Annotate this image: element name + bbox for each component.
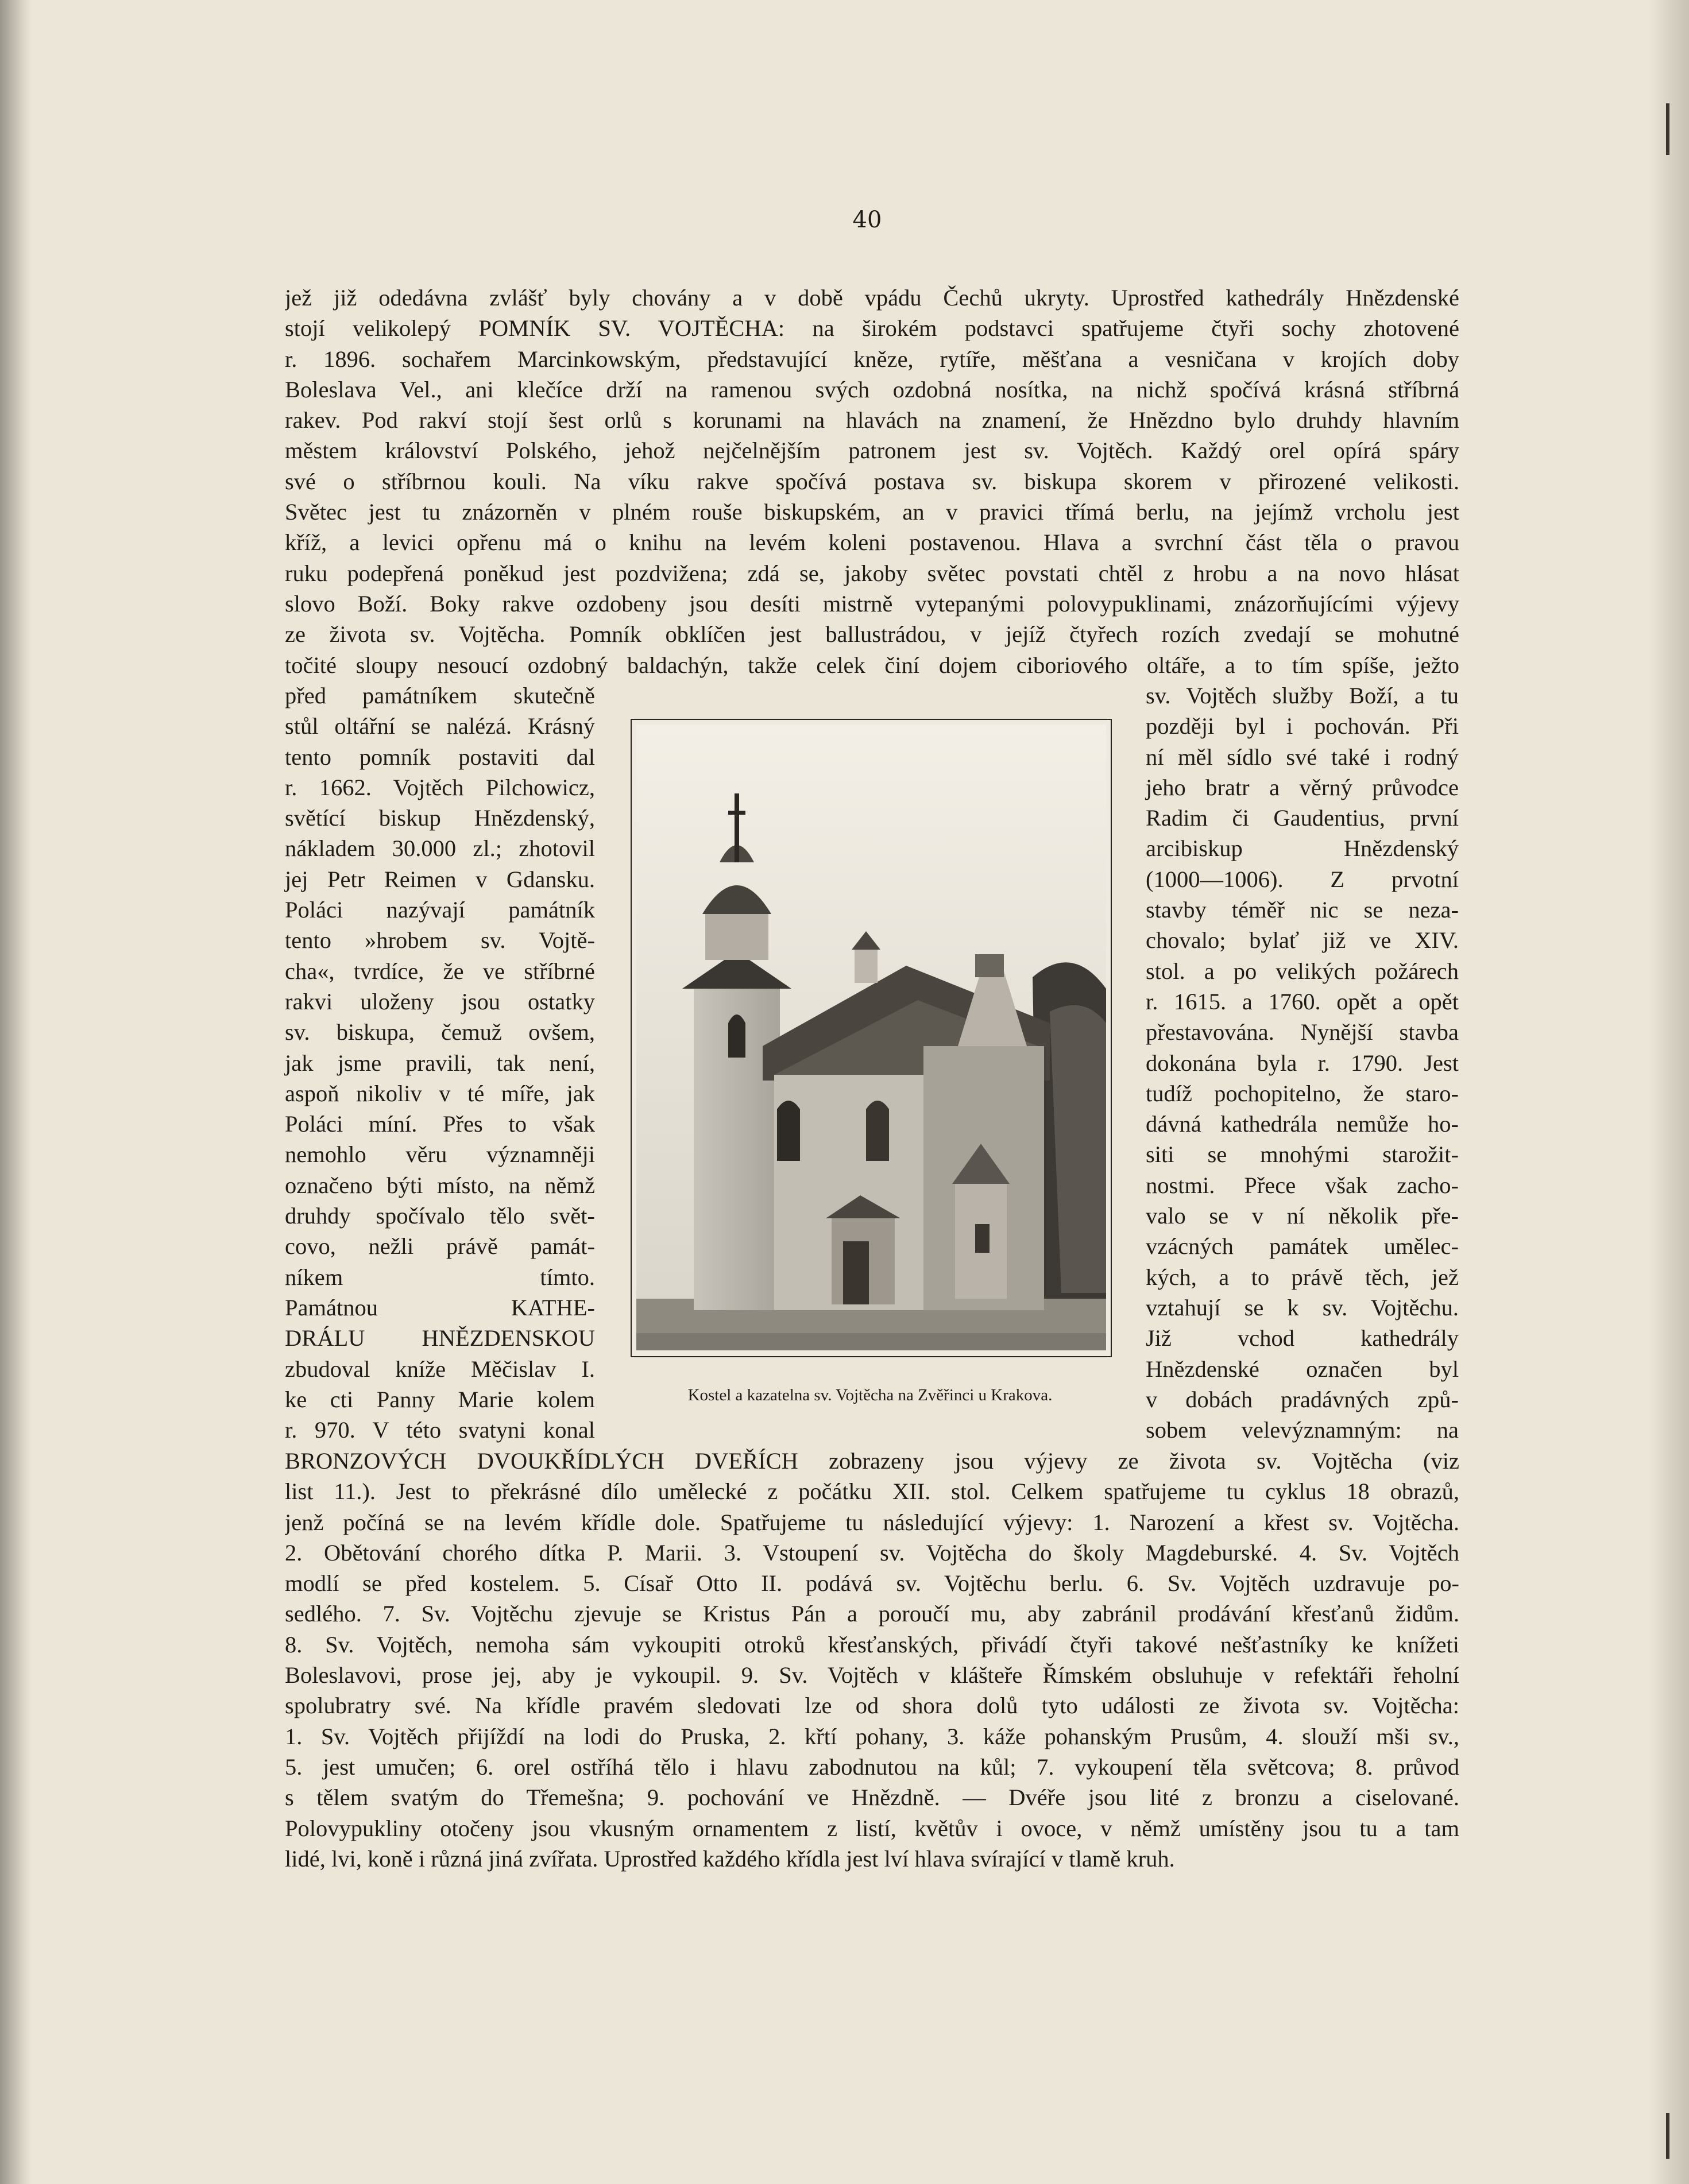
right-column <box>1146 680 1459 1445</box>
text-line: ní měl sídlo své také i rodný <box>1146 744 1459 770</box>
text-line: Boleslavovi, prose jej, aby je vykoupil. 9. Sv. Vojtěch v klášteře Římském obsluhuje v refektáři řeholní <box>285 1662 1459 1689</box>
text-line: kříž, a levici opřenu má o knihu na levém koleni postavenou. Hlava a svrchní část těla o pravou <box>285 529 1459 556</box>
text-line: (1000—1006). Z prvotní <box>1146 866 1459 892</box>
text-line: točité sloupy nesoucí ozdobný baldachýn, takže celek činí dojem ciboriového oltáře, a to tím spíše, ježto <box>285 652 1459 678</box>
text-line: r. 1662. Vojtěch Pilchowicz, <box>285 774 595 800</box>
top-paragraph <box>285 282 1459 680</box>
text-line: jej Petr Reimen v Gdansku. <box>285 866 595 892</box>
text-line: jenž počíná se na levém křídle dole. Spatřujeme tu následující výjevy: 1. Narození a křest sv. Vojtěcha. <box>285 1509 1459 1535</box>
text-line: list 11.). Jest to překrásné dílo umělecké z počátku XII. stol. Celkem spatřujeme tu cyklus 18 obrazů, <box>285 1478 1459 1505</box>
text-line: valo se v ní několik pře- <box>1146 1203 1459 1229</box>
text-line: sobem velevýznamným: na <box>1146 1417 1459 1443</box>
text-line: dávná kathedrála nemůže ho- <box>1146 1111 1459 1137</box>
text-line: modlí se před kostelem. 5. Císař Otto II. podává sv. Vojtěchu berlu. 6. Sv. Vojtěch uzdravuje po- <box>285 1570 1459 1597</box>
text-line: před památníkem skutečně <box>285 683 595 708</box>
text-line: později byl i pochován. Při <box>1146 713 1459 739</box>
text-line: lidé, lvi, koně i různá jiná zvířata. Uprostřed každého křídla jest lví hlava svírající v tlamě kruh. <box>285 1845 1175 1872</box>
text-line: s tělem svatým do Třemešna; 9. pochování ve Hnězdně. — Dvéře jsou lité z bronzu a ciselované. <box>285 1784 1459 1811</box>
text-line: druhdy spočívalo tělo svět- <box>285 1203 595 1229</box>
church-illustration <box>636 725 1106 1350</box>
text-line: dokonána byla r. 1790. Jest <box>1146 1050 1459 1076</box>
text-line: přestavována. Nynější stavba <box>1146 1019 1459 1045</box>
edge-mark <box>1666 103 1669 155</box>
text-line: své o stříbrnou kouli. Na víku rakve spočívá postava sv. biskupa skorem v přirozené velikosti. <box>285 468 1459 494</box>
text-line: vztahují se k sv. Vojtěchu. <box>1146 1294 1459 1321</box>
binding-gutter <box>0 0 32 2184</box>
text-line: městem království Polského, jehož nejčelnějším patronem jest sv. Vojtěch. Každý orel opírá spáry <box>285 437 1459 464</box>
text-line: chovalo; bylať již ve XIV. <box>1146 927 1459 954</box>
text-line: jež již odedávna zvlášť byly chovány a v době vpádu Čechů ukryty. Uprostřed kathedrály Hnězdenské <box>285 285 1459 311</box>
text-line: sedlého. 7. Sv. Vojtěchu zjevuje se Kristus Pán a poroučí mu, aby zabránil prodávání křesťanů židům. <box>285 1601 1459 1627</box>
text-line: Poláci nazývají památník <box>285 897 595 923</box>
text-line: DRÁLU HNĚZDENSKOU <box>285 1325 595 1352</box>
text-line: kých, a to právě těch, jež <box>1146 1264 1459 1290</box>
text-line: slovo Boží. Boky rakve ozdobeny jsou desíti mistrně vytepanými polovypuklinami, znázorňujícími výjevy <box>285 590 1459 617</box>
text-line: ze života sv. Vojtěcha. Pomník obklíčen jest ballustrádou, v jejíž čtyřech rozích zvedají se mohutné <box>285 621 1459 648</box>
text-line: siti se mnohými starožit- <box>1146 1141 1459 1168</box>
text-line: Světec jest tu znázorněn v plném rouše biskupském, an v pravici třímá berlu, na jejímž vrcholu jest <box>285 499 1459 525</box>
figure-caption: Kostel a kazatelna sv. Vojtěcha na Zvěřinci u Krakova. <box>687 1386 1053 1404</box>
text-line: Radim či Gaudentius, první <box>1146 805 1459 831</box>
page-number: 40 <box>852 207 882 233</box>
text-line: Polovypukliny otočeny jsou vkusným ornamentem z listí, květův i ovoce, v němž umístěny jsou tu a tam <box>285 1815 1459 1841</box>
text-line: Hnězdenské označen byl <box>1146 1356 1459 1382</box>
text-line: Poláci míní. Přes to však <box>285 1111 595 1137</box>
text-line: r. 1615. a 1760. opět a opět <box>1146 988 1459 1014</box>
text-line: sv. Vojtěch služby Boží, a tu <box>1146 683 1459 708</box>
text-line: rakev. Pod rakví stojí šest orlů s korunami na hlavách na znamení, že Hnězdno bylo druhdy hlavním <box>285 407 1459 433</box>
text-line: jak jsme pravili, tak není, <box>285 1050 595 1076</box>
text-line: spolubratry své. Na křídle pravém sledovati lze od shora dolů tyto události ze života sv. Vojtěcha: <box>285 1693 1459 1719</box>
text-line: ke cti Panny Marie kolem <box>285 1386 595 1412</box>
text-line: rakvi uloženy jsou ostatky <box>285 988 595 1014</box>
text-line: stůl oltářní se nalézá. Krásný <box>285 713 595 739</box>
text-line: cha«, tvrdíce, že ve stříbrné <box>285 958 595 984</box>
text-line: ruku podepřená poněkud jest pozdvižena; zdá se, jakoby světec povstati chtěl z hrobu a na novo hlásat <box>285 560 1459 586</box>
text-line: světící biskup Hnězdenský, <box>285 805 595 831</box>
text-line: tudíž pochopitelno, že staro- <box>1146 1080 1459 1106</box>
text-line: covo, nežli právě památ- <box>285 1233 595 1260</box>
text-line: nákladem 30.000 zl.; zhotovil <box>285 835 595 862</box>
text-line: sv. biskupa, čemuž ovšem, <box>285 1019 595 1045</box>
text-line: 2. Obětování chorého dítka P. Marii. 3. Vstoupení sv. Vojtěcha do školy Magdeburské. 4. Sv. Vojtěch <box>285 1539 1459 1566</box>
text-line: BRONZOVÝCH DVOUKŘÍDLÝCH DVEŘÍCH zobrazeny jsou výjevy ze života sv. Vojtěcha (viz <box>285 1448 1459 1474</box>
text-line: r. 1896. sochařem Marcinkowským, představující kněze, rytíře, měšťana a vesničana v krojích doby <box>285 346 1459 372</box>
text-line: stavby téměř nic se neza- <box>1146 897 1459 923</box>
page-edge <box>1649 0 1689 2184</box>
edge-mark <box>1666 2113 1669 2159</box>
text-line: níkem tímto. <box>285 1264 595 1290</box>
text-line: stojí velikolepý POMNÍK SV. VOJTĚCHA: na širokém podstavci spatřujeme čtyři sochy zhotovené <box>285 315 1459 342</box>
text-line: 5. jest umučen; 6. orel ostříhá tělo i hlavu zabodnutou na kůl; 7. vykoupení těla světcova; 8. průvod <box>285 1753 1459 1780</box>
text-line: r. 970. V této svatyni konal <box>285 1417 595 1443</box>
church-photograph <box>631 719 1112 1357</box>
text-line: aspoň nikoliv v té míře, jak <box>285 1080 595 1106</box>
text-line: označeno býti místo, na němž <box>285 1172 595 1198</box>
text-line: arcibiskup Hnězdenský <box>1146 835 1459 862</box>
left-column <box>285 680 595 1445</box>
text-line: jeho bratr a věrný průvodce <box>1146 774 1459 800</box>
text-line: zbudoval kníže Měčislav I. <box>285 1356 595 1382</box>
text-line: Památnou KATHE- <box>285 1294 595 1321</box>
text-line: Již vchod kathedrály <box>1146 1325 1459 1352</box>
text-line: 8. Sv. Vojtěch, nemoha sám vykoupiti otroků křesťanských, přivádí čtyři takové nešťastníky ke knížeti <box>285 1631 1459 1658</box>
bottom-paragraph <box>285 1446 1459 1874</box>
text-line: vzácných památek umělec- <box>1146 1233 1459 1260</box>
text-line: tento »hrobem sv. Vojtě- <box>285 927 595 954</box>
text-line: nemohlo věru významněji <box>285 1141 595 1168</box>
text-line: nostmi. Přece však zacho- <box>1146 1172 1459 1198</box>
text-line: Boleslava Vel., ani klečíce drží na ramenou svých ozdobná nosítka, na nichž spočívá krásná stříbrná <box>285 376 1459 402</box>
text-line: v dobách pradávných způ- <box>1146 1386 1459 1412</box>
text-line: tento pomník postaviti dal <box>285 744 595 770</box>
text-line: 1. Sv. Vojtěch přijíždí na lodi do Pruska, 2. křtí pohany, 3. káže pohanským Prusům, 4. slouží mši sv., <box>285 1723 1459 1749</box>
text-line: stol. a po velikých požárech <box>1146 958 1459 984</box>
